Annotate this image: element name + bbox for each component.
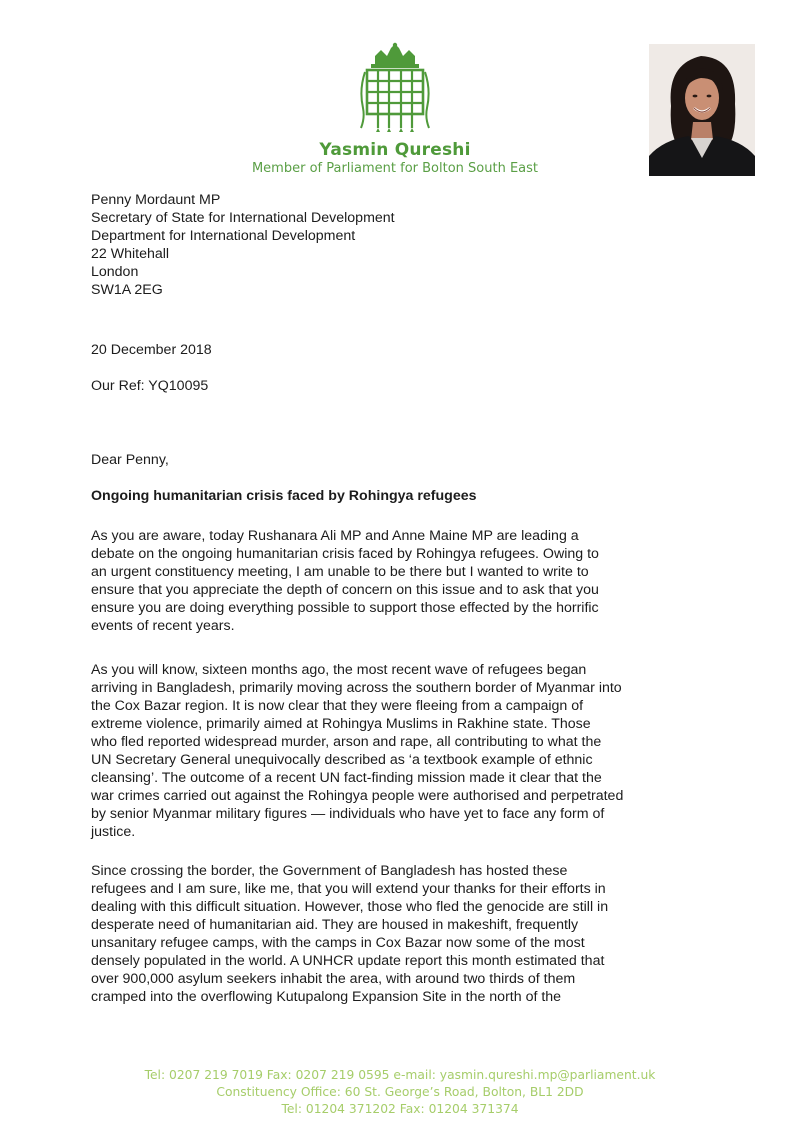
paragraph-line: desperate need of humanitarian aid. They are housed in makeshift, frequently xyxy=(91,917,579,933)
paragraph-line: justice. xyxy=(91,824,136,840)
letter-date: 20 December 2018 xyxy=(91,342,212,358)
paragraph-line: the Cox Bazar region. It is now clear that they were fleeing from a campaign of xyxy=(91,698,584,714)
paragraph-line: cleansing’. The outcome of a recent UN fact-finding mission made it clear that the xyxy=(91,770,602,786)
paragraph-line: refugees and I am sure, like me, that you will extend your thanks for their efforts in xyxy=(91,881,606,897)
address-line: Secretary of State for International Development xyxy=(91,210,395,226)
paragraph-line: events of recent years. xyxy=(91,618,235,634)
paragraph-line: who fled reported widespread murder, arson and rape, all contributing to what the xyxy=(91,734,602,750)
paragraph-line: an urgent constituency meeting, I am unable to be there but I wanted to write to xyxy=(91,564,589,580)
mp-role: Member of Parliament for Bolton South East xyxy=(251,161,539,176)
paragraph-line: As you are aware, today Rushanara Ali MP and Anne Maine MP are leading a xyxy=(91,528,579,544)
paragraph-line: ensure that you appreciate the depth of concern on this issue and to ask that you xyxy=(91,582,599,598)
footer-office-address: Constituency Office: 60 St. George’s Road, Bolton, BL1 2DD xyxy=(216,1085,584,1099)
paragraph-line: Since crossing the border, the Government of Bangladesh has hosted these xyxy=(91,863,568,879)
address-line: Penny Mordaunt MP xyxy=(91,192,221,208)
portcullis-icon xyxy=(357,42,433,134)
footer-office-phone: Tel: 01204 371202 Fax: 01204 371374 xyxy=(281,1102,519,1116)
footer-contact-line: Tel: 0207 219 7019 Fax: 0207 219 0595 e-mail: yasmin.qureshi.mp@parliament.uk xyxy=(144,1068,656,1082)
paragraph-line: arriving in Bangladesh, primarily moving across the southern border of Myanmar into xyxy=(91,680,622,696)
paragraph-line: dealing with this difficult situation. However, those who fled the genocide are still in xyxy=(91,899,609,915)
salutation: Dear Penny, xyxy=(91,452,169,468)
mp-name: Yasmin Qureshi xyxy=(319,140,471,160)
address-line: 22 Whitehall xyxy=(91,246,170,262)
paragraph-line: debate on the ongoing humanitarian crisis faced by Rohingya refugees. Owing to xyxy=(91,546,599,562)
paragraph-line: densely populated in the world. A UNHCR update report this month estimated that xyxy=(91,953,605,969)
paragraph-line: over 900,000 asylum seekers inhabit the area, with around two thirds of them xyxy=(91,971,576,987)
paragraph-line: As you will know, sixteen months ago, the most recent wave of refugees began xyxy=(91,662,587,678)
paragraph-2 xyxy=(91,661,711,841)
mp-portrait xyxy=(649,44,755,176)
recipient-address xyxy=(91,191,395,299)
letter-subject: Ongoing humanitarian crisis faced by Rohingya refugees xyxy=(91,488,477,504)
paragraph-3 xyxy=(91,862,711,1006)
paragraph-line: war crimes carried out against the Rohingya people were authorised and perpetrated xyxy=(91,788,624,804)
paragraph-line: cramped into the overflowing Kutupalong Expansion Site in the north of the xyxy=(91,989,562,1005)
paragraph-line: ensure you are doing everything possible to support those effected by the horrific xyxy=(91,600,599,616)
address-line: Department for International Development xyxy=(91,228,356,244)
address-line: London xyxy=(91,264,139,280)
address-line: SW1A 2EG xyxy=(91,282,163,298)
paragraph-line: unsanitary refugee camps, with the camps in Cox Bazar now some of the most xyxy=(91,935,585,951)
reference-number: Our Ref: YQ10095 xyxy=(91,378,209,394)
paragraph-line: extreme violence, primarily aimed at Rohingya Muslims in Rakhine state. Those xyxy=(91,716,591,732)
paragraph-1 xyxy=(91,527,711,635)
paragraph-line: UN Secretary General unequivocally described as ‘a textbook example of ethnic xyxy=(91,752,593,768)
paragraph-line: by senior Myanmar military figures — individuals who have yet to face any form of xyxy=(91,806,605,822)
